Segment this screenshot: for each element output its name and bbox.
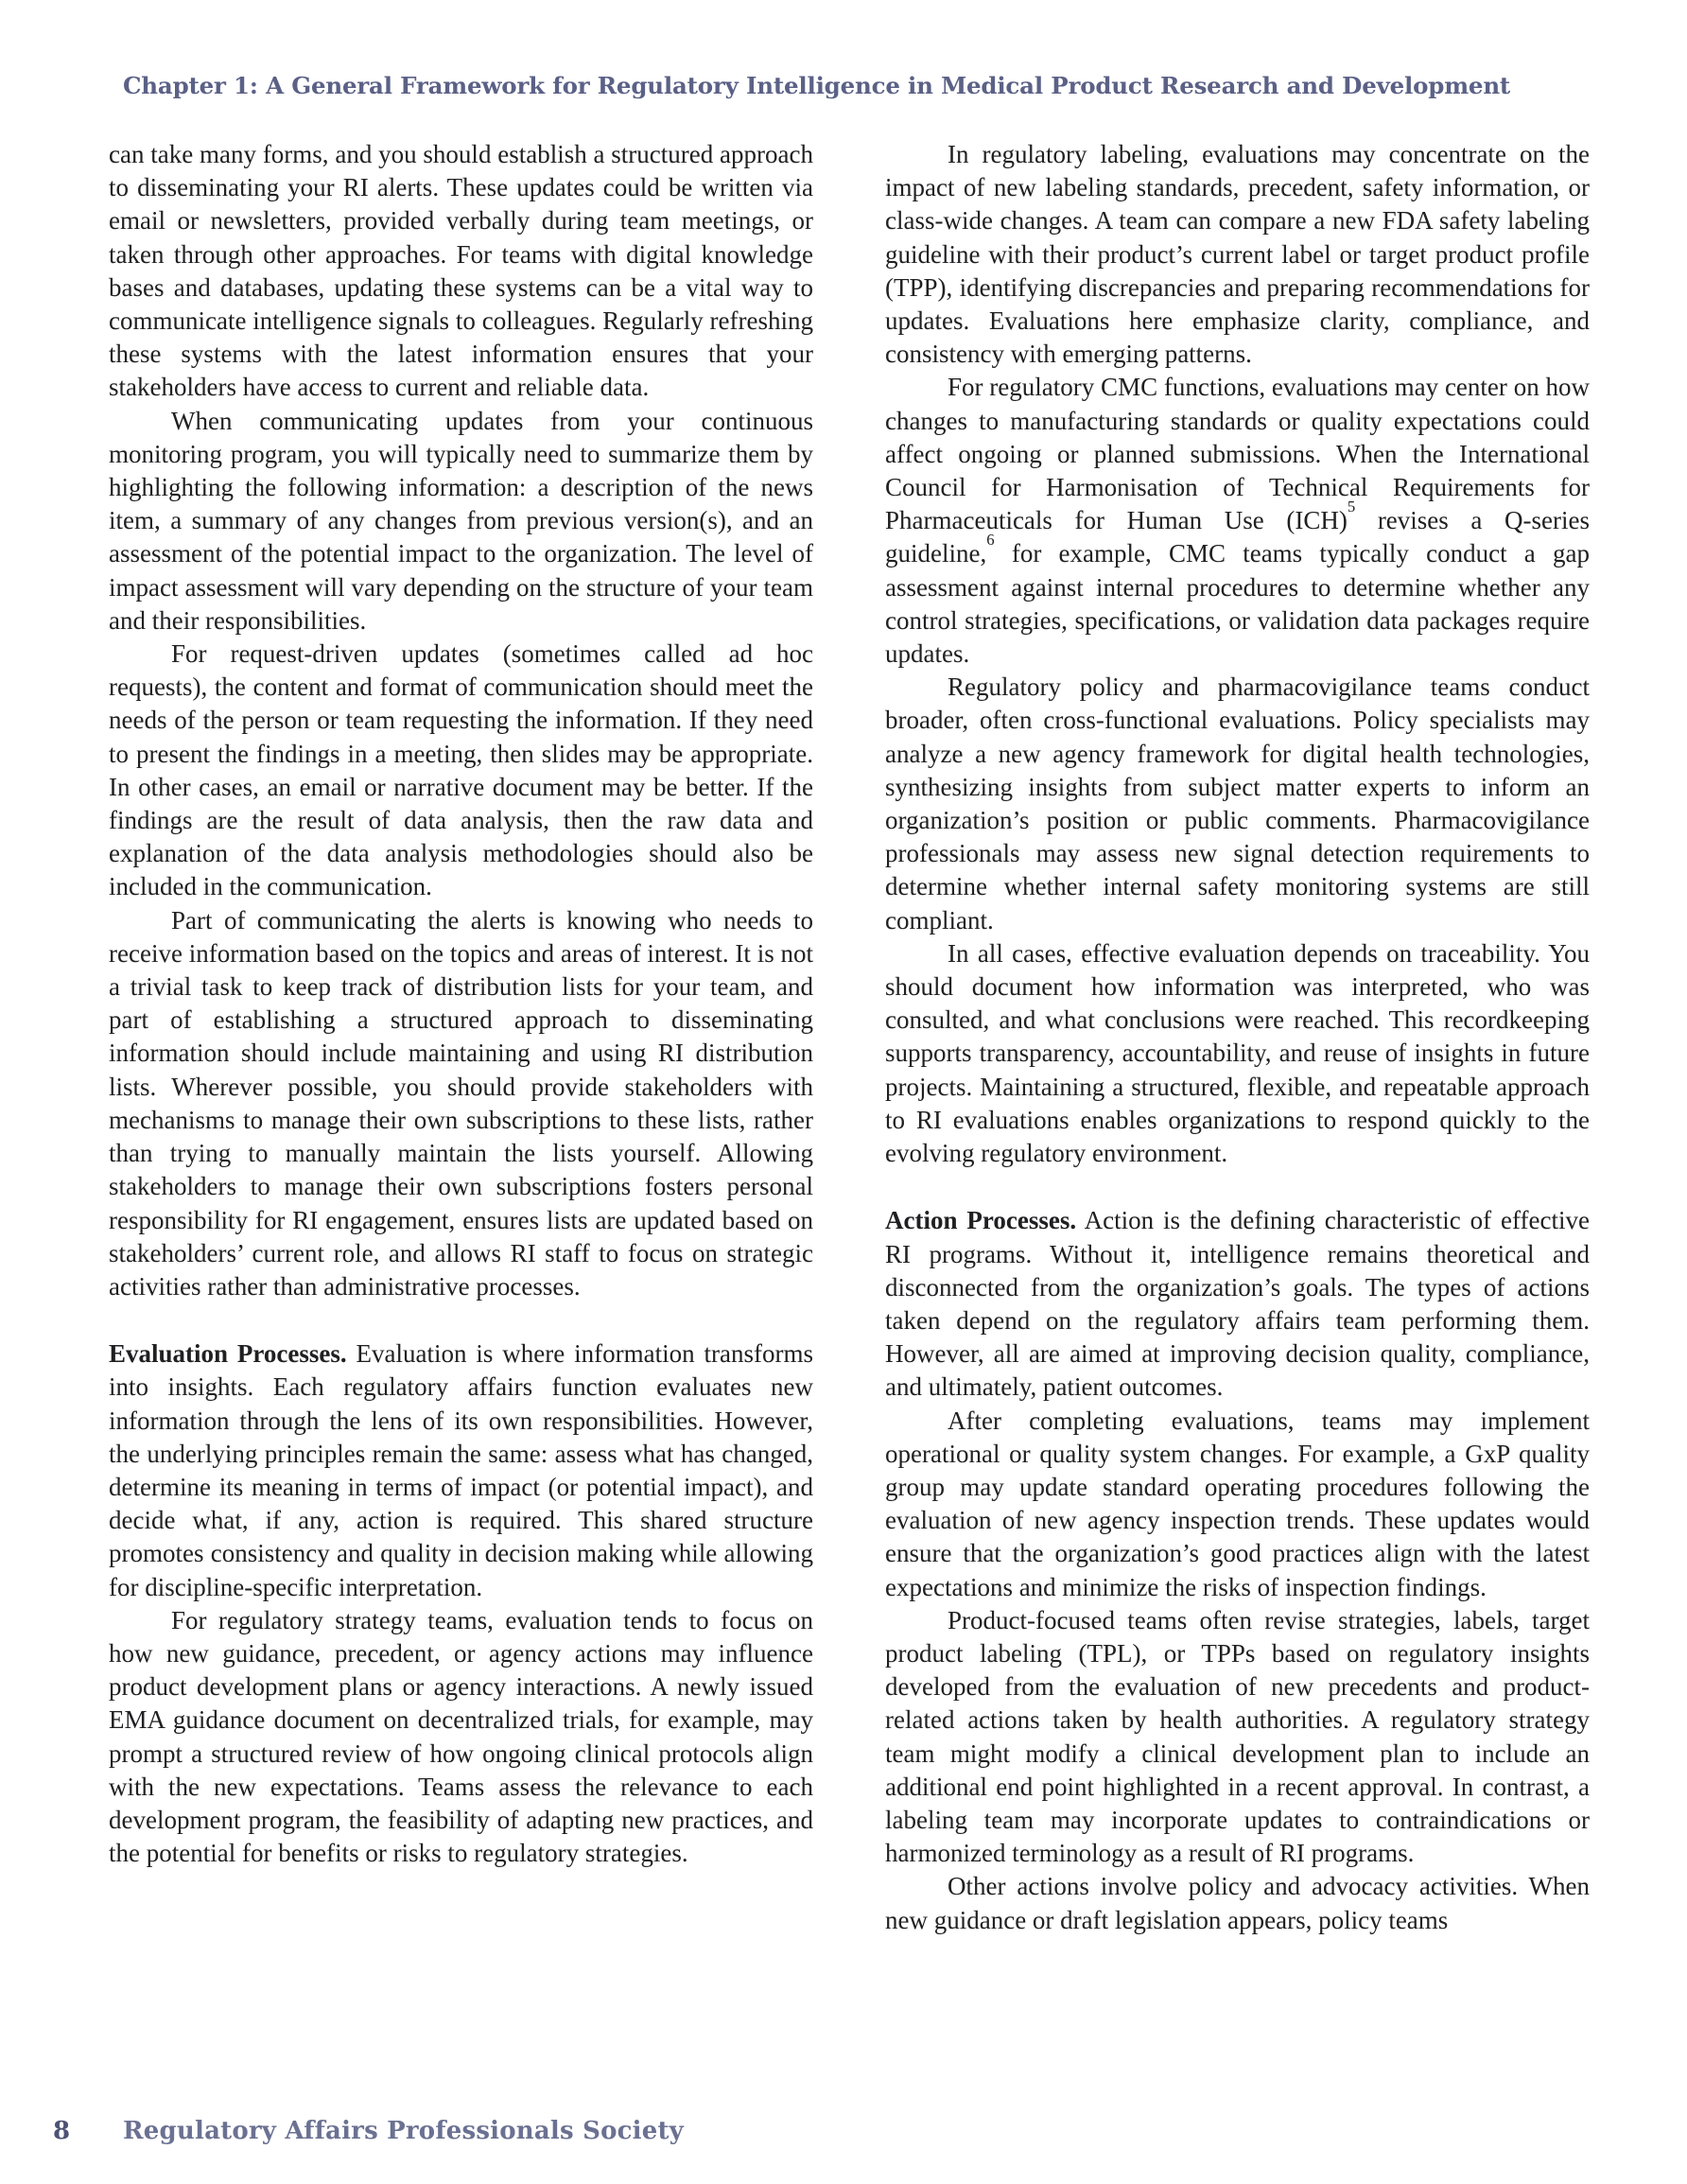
- paragraph-text: for example, CMC teams typically conduct a gap assessment against internal procedures to determine whether any control strategies, specifications, or validation data packages require updates.: [885, 539, 1590, 669]
- paragraph-continuation: can take many forms, and you should establish a structured approach to disseminating your RI alerts. These updates could be written via email or newsletters, provided verbally during team meetings, or taken through other approaches. For teams with digital knowledge bases and databases, updating these systems can be a vital way to communicate intelligence signals to colleagues. Regularly refreshing these systems with the latest information ensures that your stakeholders have access to current and reliable data.: [109, 140, 813, 402]
- paragraph-action-processes: [885, 1204, 1590, 1404]
- paragraph-with-footnotes: [885, 371, 1590, 671]
- right-column: [885, 138, 1590, 1937]
- paragraph-text: For regulatory CMC functions, evaluations may center on how changes to manufacturing standards or quality expectations could affect ongoing or planned submissions. When the International Council for Harmonisation of Technical Requirements for Pharmaceuticals for Human Use (ICH): [885, 373, 1590, 535]
- footnote-reference-6: 6: [986, 531, 995, 550]
- paragraph: For request-driven updates (sometimes called ad hoc requests), the content and format of communication should meet the needs of the person or team requesting the information. If they need to present the findings in a meeting, then slides may be appropriate. In other cases, an email or narrative document may be better. If the findings are the result of data analysis, then the raw data and explanation of the data analysis methodologies should also be included in the communication.: [109, 639, 813, 901]
- section-heading-action-processes: Action Processes.: [885, 1206, 1077, 1235]
- section-heading-evaluation-processes: Evaluation Processes.: [109, 1339, 347, 1369]
- page-number: 8: [53, 2117, 71, 2145]
- paragraph: For regulatory strategy teams, evaluation tends to focus on how new guidance, precedent, or agency actions may influence product development plans or agency interactions. A newly issued EMA guidance document on decentralized trials, for example, may prompt a structured review of how ongoing clinical protocols align with the new expectations. Teams assess the relevance to each development program, the feasibility of adapting new practices, and the potential for benefits or risks to regulatory strategies.: [109, 1605, 813, 1868]
- paragraph: Part of communicating the alerts is knowing who needs to receive information based on the topics and areas of interest. It is not a trivial task to keep track of distribution lists for your team, and part of establishing a structured approach to disseminating information should include maintaining and using RI distribution lists. Wherever possible, you should provide stakeholders with mechanisms to manage their own subscriptions to these lists, rather than trying to manually maintain the lists yourself. Allowing stakeholders to manage their own subscriptions fosters personal responsibility for RI engagement, ensures lists are updated based on stakeholders’ current role, and allows RI staff to focus on strategic activities rather than administrative processes.: [109, 905, 813, 1301]
- paragraph-evaluation-processes: [109, 1337, 813, 1604]
- paragraph: Product-focused teams often revise strategies, labels, target product labeling (TPL), or TPPs based on regulatory insights developed from the evaluation of new precedents and product-related actions taken by health authorities. A regulatory strategy team might modify a clinical development plan to include an additional end point highlighted in a recent approval. In contrast, a labeling team may incorporate updates to contraindications or harmonized terminology as a result of RI programs.: [885, 1605, 1590, 1868]
- left-column: [109, 138, 813, 1937]
- publisher-name: Regulatory Affairs Professionals Society: [123, 2117, 684, 2145]
- paragraph: Regulatory policy and pharmacovigilance teams conduct broader, often cross-functional evaluations. Policy specialists may analyze a new agency framework for digital health technologies, synthesizing insights from subject matter experts to inform an organization’s position or public comments. Pharmacovigilance professionals may assess new signal detection requirements to determine whether internal safety monitoring systems are still compliant.: [885, 673, 1590, 935]
- two-column-text-body: [109, 138, 1590, 1937]
- page-footer: [0, 2117, 1687, 2155]
- paragraph: In all cases, effective evaluation depends on traceability. You should document how information was interpreted, who was consulted, and what conclusions were reached. This recordkeeping supports transparency, accountability, and reuse of insights in future projects. Maintaining a structured, flexible, and repeatable approach to RI evaluations enables organizations to respond quickly to the evolving regulatory environment.: [885, 938, 1590, 1168]
- section-body-text: Action is the defining characteristic of effective RI programs. Without it, intelligence remains theoretical and disconnected from the organization’s goals. The types of actions taken depend on the regulatory affairs team performing them. However, all are aimed at improving decision quality, compliance, and ultimately, patient outcomes.: [885, 1206, 1590, 1402]
- section-body-text: Evaluation is where information transforms into insights. Each regulatory affairs function evaluates new information through the lens of its own responsibilities. However, the underlying principles remain the same: assess what has changed, determine its meaning in terms of impact (or potential impact), and decide what, if any, action is required. This shared structure promotes consistency and quality in decision making while allowing for discipline-specific interpretation.: [109, 1339, 814, 1601]
- paragraph-text: revises a Q-series guideline,: [885, 506, 1590, 568]
- paragraph: In regulatory labeling, evaluations may concentrate on the impact of new labeling standards, precedent, safety information, or class-wide changes. A team can compare a new FDA safety labeling guideline with their product’s current label or target product profile (TPP), identifying discrepancies and preparing recommendations for updates. Evaluations here emphasize clarity, compliance, and consistency with emerging patterns.: [885, 140, 1590, 369]
- paragraph: When communicating updates from your continuous monitoring program, you will typically need to summarize them by highlighting the following information: a description of the news item, a summary of any changes from previous version(s), and an assessment of the potential impact to the organization. The level of impact assessment will vary depending on the structure of your team and their responsibilities.: [109, 406, 813, 635]
- paragraph: After completing evaluations, teams may implement operational or quality system changes. For example, a GxP quality group may update standard operating procedures following the evaluation of new agency inspection trends. These updates would ensure that the organization’s good practices align with the latest expectations and minimize the risks of inspection findings.: [885, 1406, 1590, 1601]
- chapter-header: Chapter 1: A General Framework for Regulatory Intelligence in Medical Product Research and Development: [123, 72, 1511, 99]
- paragraph-continues-next-page: Other actions involve policy and advocacy activities. When new guidance or draft legislation appears, policy teams: [885, 1872, 1590, 1934]
- footnote-reference-5: 5: [1347, 497, 1356, 515]
